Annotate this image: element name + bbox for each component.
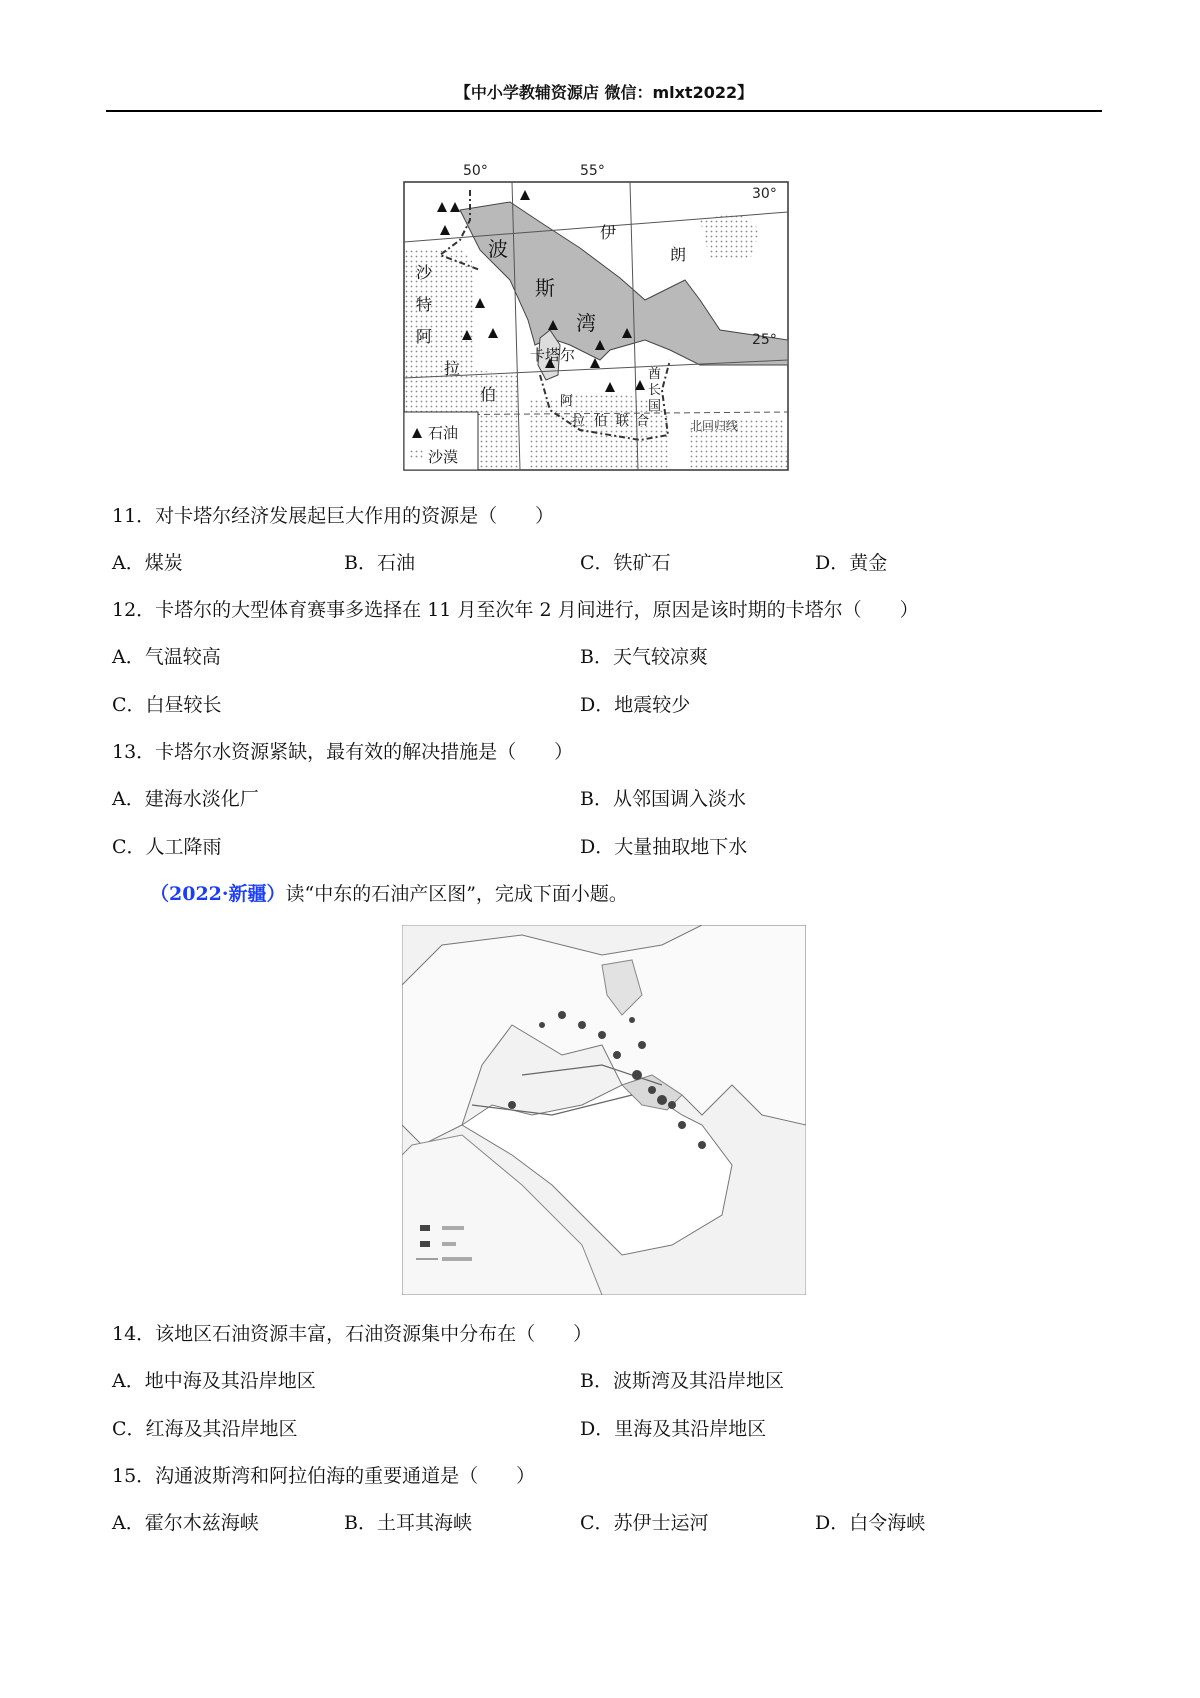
uae-label-1: 阿 <box>560 394 574 409</box>
q15-option-c[interactable]: C．苏伊士运河 <box>580 1512 709 1534</box>
lat-30-label: 30° <box>752 186 777 202</box>
q14-option-b[interactable]: B．波斯湾及其沿岸地区 <box>580 1370 784 1392</box>
q13-option-b[interactable]: B．从邻国调入淡水 <box>580 788 746 810</box>
qatar-oil-map <box>400 160 820 475</box>
page-header: 【中小学教辅资源店 微信：mlxt2022】 <box>454 83 754 102</box>
q11-option-c[interactable]: C．铁矿石 <box>580 552 671 574</box>
uae-label-2: 拉 <box>572 414 586 429</box>
tropic-label: 北回归线 <box>690 419 739 433</box>
gulf-label-3: 湾 <box>576 311 596 335</box>
question-13-stem: 13．卡塔尔水资源紧缺，最有效的解决措施是（ ） <box>112 741 574 763</box>
qatar-label: 卡塔尔 <box>530 346 576 364</box>
q13-option-c[interactable]: C．人工降雨 <box>112 836 222 858</box>
iran-label-1: 伊 <box>600 223 617 242</box>
q13-option-a[interactable]: A．建海水淡化厂 <box>112 788 259 810</box>
question-12-stem: 12．卡塔尔的大型体育赛事多选择在 11 月至次年 2 月间进行，原因是该时期的卡塔尔（ ） <box>112 599 919 621</box>
lon-55-label: 55° <box>580 163 605 179</box>
question-11-stem: 11．对卡塔尔经济发展起巨大作用的资源是（ ） <box>112 505 555 527</box>
lat-25-label: 25° <box>752 332 777 348</box>
saudi-label-4: 拉 <box>444 359 461 378</box>
saudi-label-5: 伯 <box>480 385 497 404</box>
q14-option-d[interactable]: D．里海及其沿岸地区 <box>580 1418 767 1440</box>
q12-option-b[interactable]: B．天气较凉爽 <box>580 646 708 668</box>
legend-desert-label: 沙漠 <box>428 448 459 466</box>
uae-label-3: 伯 <box>594 414 608 429</box>
desert-swatch-icon <box>410 448 424 460</box>
gulf-label-2: 斯 <box>535 276 555 300</box>
saudi-label-3: 阿 <box>416 327 433 346</box>
intro-line <box>150 882 628 906</box>
q14-option-c[interactable]: C．红海及其沿岸地区 <box>112 1418 298 1440</box>
legend-oil-label: 石油 <box>428 424 459 442</box>
iran-label-2: 朗 <box>670 245 687 264</box>
q15-option-d[interactable]: D．白令海峡 <box>815 1512 926 1534</box>
header-rule <box>106 110 1102 112</box>
saudi-label-2: 特 <box>416 295 433 314</box>
oman-label-1: 酋 <box>648 367 662 382</box>
intro-text: 读“中东的石油产区图”，完成下面小题。 <box>285 883 628 905</box>
oman-label-2: 长 <box>648 383 662 398</box>
intro-source: （2022·新疆） <box>150 883 286 905</box>
question-14-stem: 14．该地区石油资源丰富，石油资源集中分布在（ ） <box>112 1323 593 1345</box>
oman-label-3: 国 <box>648 399 662 414</box>
gulf-label-1: 波 <box>488 237 508 261</box>
lon-50-label: 50° <box>463 163 488 179</box>
q11-option-d[interactable]: D．黄金 <box>815 552 888 574</box>
q12-option-c[interactable]: C．白昼较长 <box>112 694 222 716</box>
saudi-label-1: 沙 <box>416 263 433 282</box>
uae-label-4: 联 <box>616 414 630 429</box>
q12-option-a[interactable]: A．气温较高 <box>112 646 221 668</box>
uae-label-5: 合 <box>636 414 650 429</box>
q14-option-a[interactable]: A．地中海及其沿岸地区 <box>112 1370 316 1392</box>
q15-option-a[interactable]: A．霍尔木兹海峡 <box>112 1512 259 1534</box>
middle-east-oil-map <box>402 925 806 1295</box>
q11-option-b[interactable]: B．石油 <box>344 552 415 574</box>
q11-option-a[interactable]: A．煤炭 <box>112 552 183 574</box>
q13-option-d[interactable]: D．大量抽取地下水 <box>580 836 748 858</box>
question-15-stem: 15．沟通波斯湾和阿拉伯海的重要通道是（ ） <box>112 1465 536 1487</box>
q15-option-b[interactable]: B．土耳其海峡 <box>344 1512 472 1534</box>
q12-option-d[interactable]: D．地震较少 <box>580 694 691 716</box>
